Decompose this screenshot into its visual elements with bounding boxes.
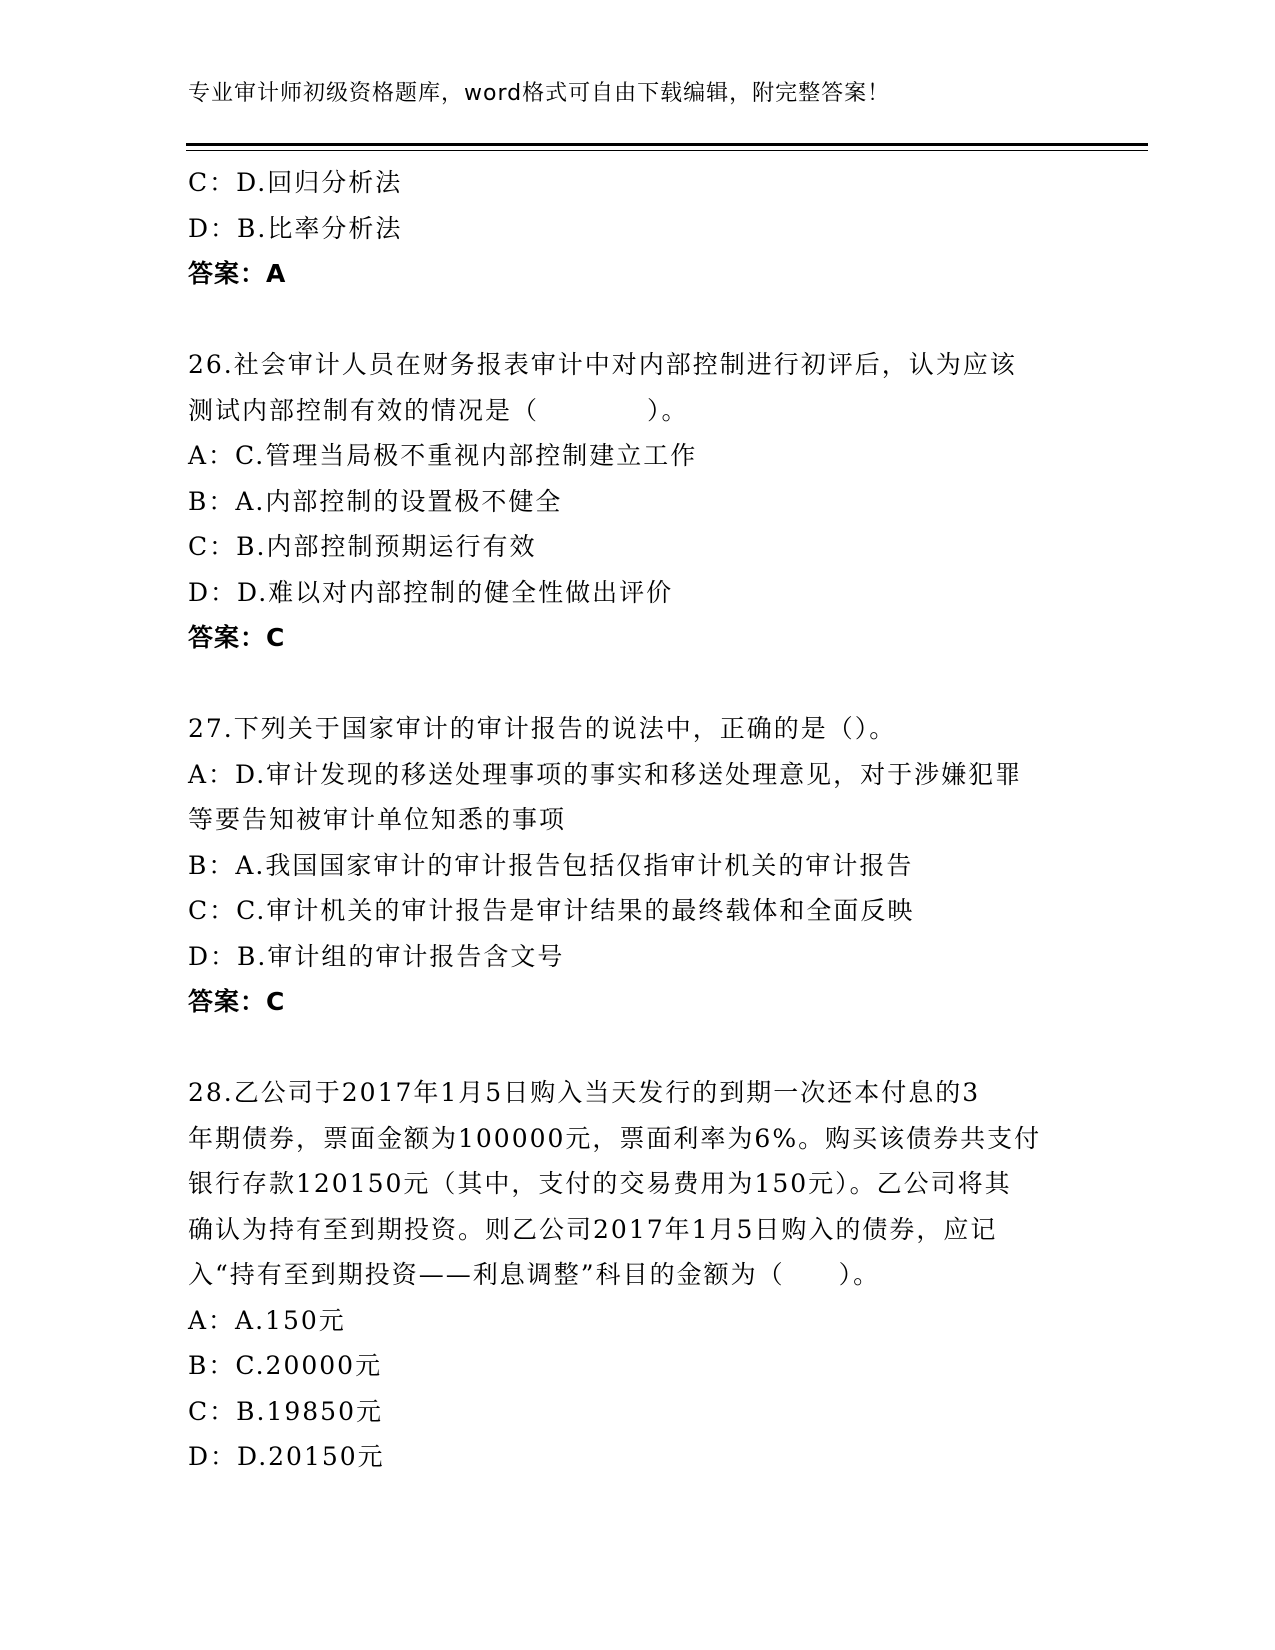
question-28-stem: 入“持有至到期投资——利息调整”科目的金额为（ ）。 <box>188 1260 881 1289</box>
answer-line: 答案：A <box>188 259 287 288</box>
question-27-option-c: C：C.审计机关的审计报告是审计结果的最终载体和全面反映 <box>188 896 915 925</box>
page-header: 专业审计师初级资格题库，word格式可自由下载编辑，附完整答案！ <box>188 81 891 106</box>
question-26-option-b: B：A.内部控制的设置极不健全 <box>188 486 563 516</box>
question-26-stem: 测试内部控制有效的情况是（ ）。 <box>188 395 689 425</box>
question-27-answer: 答案：C <box>188 987 286 1016</box>
question-28-stem: 确认为持有至到期投资。则乙公司2017年1月5日购入的债券，应记 <box>188 1214 998 1244</box>
question-28-option-b: B：C.20000元 <box>188 1351 383 1380</box>
question-content <box>188 160 1088 1480</box>
question-27-stem: 27.下列关于国家审计的审计报告的说法中，正确的是（）。 <box>188 714 897 743</box>
option-d: D：B.比率分析法 <box>188 213 403 243</box>
question-28-option-c: C：B.19850元 <box>188 1396 383 1426</box>
header-rule-thick <box>186 143 1148 146</box>
header-rule-thin <box>186 150 1148 151</box>
option-c: C：D.回归分析法 <box>188 168 403 197</box>
question-28-option-a: A：A.150元 <box>188 1305 346 1335</box>
question-27-option-a-cont: 等要告知被审计单位知悉的事项 <box>188 805 567 834</box>
question-26-option-d: D：D.难以对内部控制的健全性做出评价 <box>188 577 674 607</box>
question-26-stem: 26.社会审计人员在财务报表审计中对内部控制进行初评后，认为应该 <box>188 350 1017 379</box>
question-27-option-b: B：A.我国国家审计的审计报告包括仅指审计机关的审计报告 <box>188 850 914 880</box>
question-28-option-d: D：D.20150元 <box>188 1442 385 1471</box>
question-28-stem: 银行存款120150元（其中，支付的交易费用为150元）。乙公司将其 <box>188 1169 1012 1198</box>
question-26-option-a: A：C.管理当局极不重视内部控制建立工作 <box>188 441 698 470</box>
question-28-stem: 年期债券，票面金额为100000元，票面利率为6%。购买该债券共支付 <box>188 1123 1042 1153</box>
question-28-stem: 28.乙公司于2017年1月5日购入当天发行的到期一次还本付息的3 <box>188 1078 981 1107</box>
question-26-answer: 答案：C <box>188 623 286 652</box>
question-26-option-c: C：B.内部控制预期运行有效 <box>188 532 537 561</box>
question-27-option-a: A：D.审计发现的移送处理事项的事实和移送处理意见，对于涉嫌犯罪 <box>188 759 1023 789</box>
question-27-option-d: D：B.审计组的审计报告含文号 <box>188 941 565 971</box>
